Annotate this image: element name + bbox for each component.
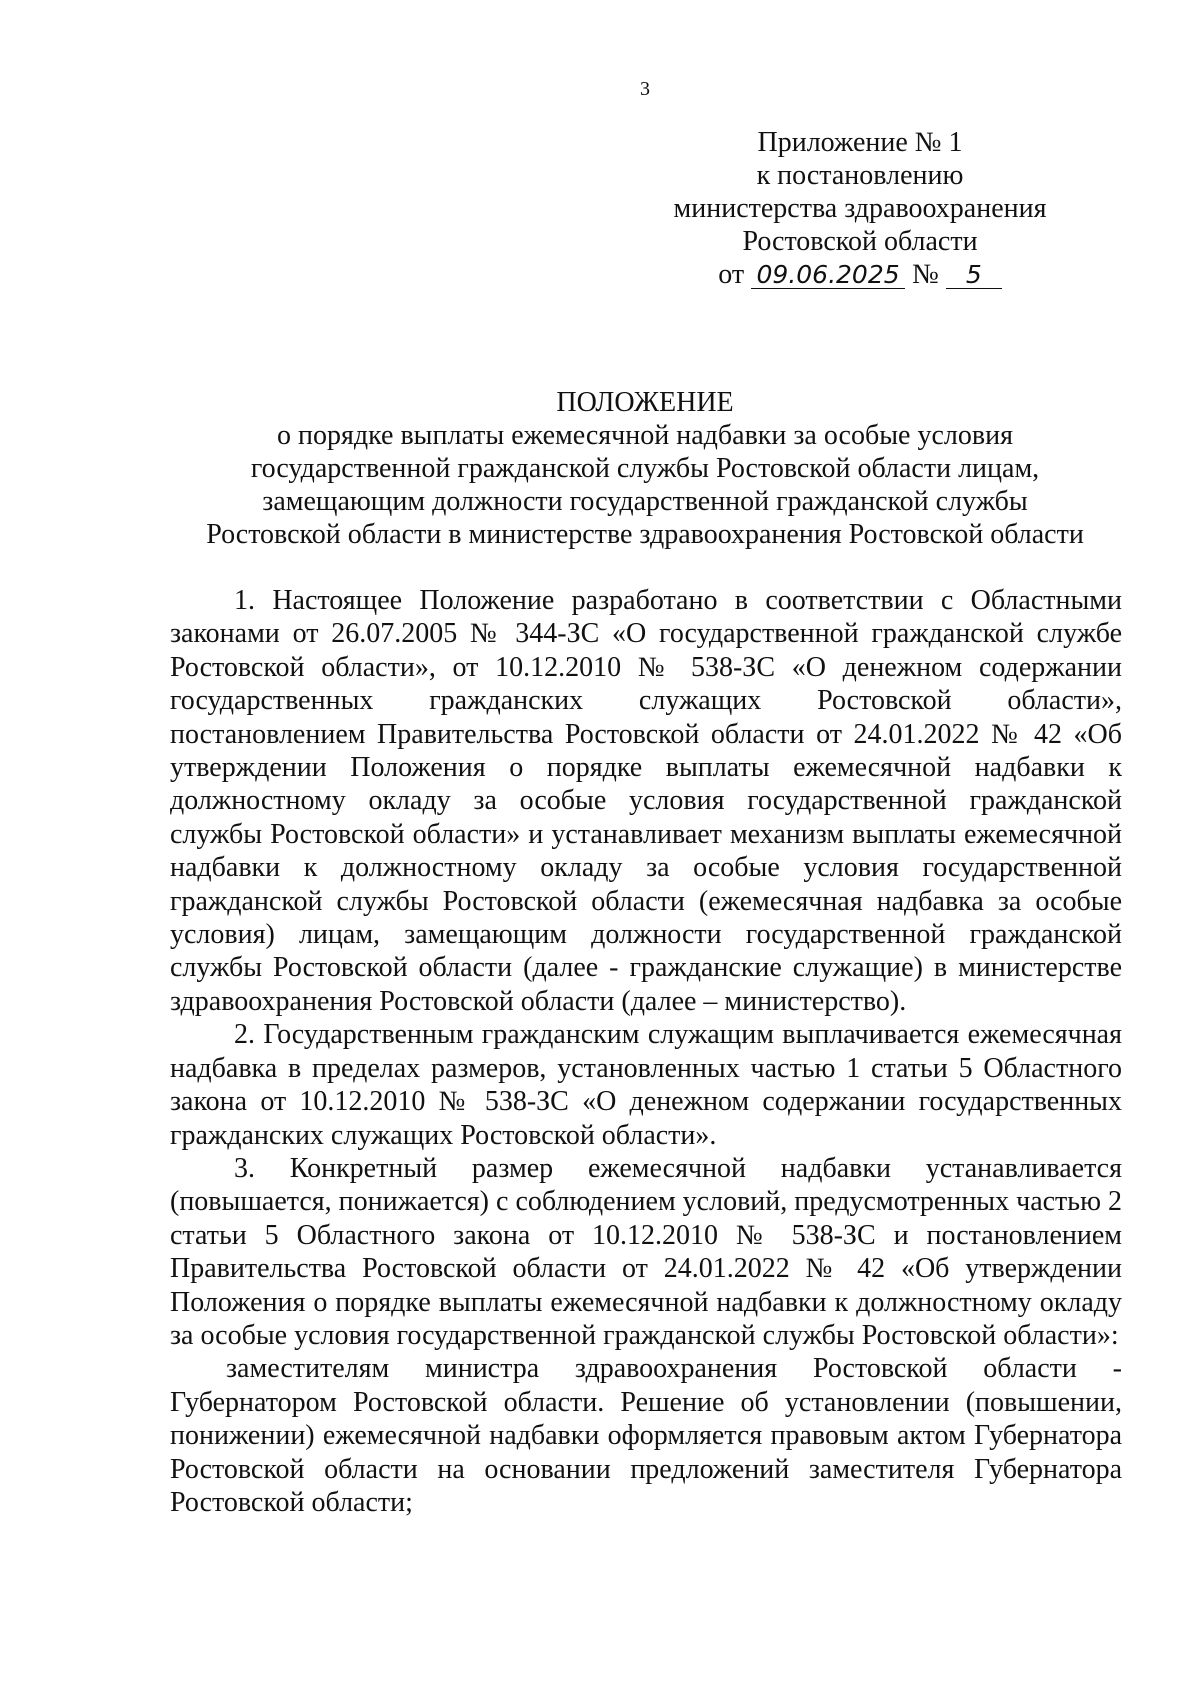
page-number: 3 <box>640 78 650 100</box>
appendix-date-line <box>640 258 1080 291</box>
paragraph-1: 1. Настоящее Положение разработано в соответствии с Областными законами от 26.07.2005 № 344-ЗС «О государственной гражданской службе Ростовской области», от 10.12.2010 № 538-ЗС «О денежном содержании государственных гражданских служащих Ростовской области», постановлением Правительства Ростовской области от 24.01.2022 № 42 «Об утверждении Положения о порядке выплаты ежемесячной надбавки к должностному окладу за особые условия государственной гражданской службы Ростовской области» и устанавливает механизм выплаты ежемесячной надбавки к должностному окладу за особые условия государственной гражданской службы Ростовской области (ежемесячная надбавка за особые условия) лицам, замещающим должности государственной гражданской службы Ростовской области (далее - гражданские служащие) в министерстве здравоохранения Ростовской области (далее – министерство). <box>170 585 1122 1017</box>
from-label: от <box>718 259 745 290</box>
document-body <box>170 584 1122 1519</box>
appendix-line-3: министерства здравоохранения <box>673 193 1047 224</box>
handwritten-date: 09.06.2025 <box>751 262 905 289</box>
paragraph-4: заместителям министра здравоохранения Ростовской области - Губернатором Ростовской области. Решение об установлении (повышении, понижении) ежемесячной надбавки оформляется правовым актом Губернатора Ростовской области на основании предложений заместителя Губернатора Ростовской области; <box>170 1353 1122 1518</box>
title-heading: ПОЛОЖЕНИЕ <box>556 387 734 418</box>
number-label: № <box>912 259 939 290</box>
appendix-line-4: Ростовской области <box>742 226 978 257</box>
title-line-4: Ростовской области в министерстве здравоохранения Ростовской области <box>206 519 1084 550</box>
title-line-2: государственной гражданской службы Ростовской области лицам, <box>250 453 1040 484</box>
handwritten-number: 5 <box>946 262 1002 289</box>
paragraph-2: 2. Государственным гражданским служащим выплачивается ежемесячная надбавка в пределах размеров, установленных частью 1 статьи 5 Областного закона от 10.12.2010 № 538-ЗС «О денежном содержании государственных гражданских служащих Ростовской области». <box>170 1019 1122 1151</box>
document-title <box>170 386 1120 551</box>
paragraph-3: 3. Конкретный размер ежемесячной надбавки устанавливается (повышается, понижается) с соблюдением условий, предусмотренных частью 2 статьи 5 Областного закона от 10.12.2010 № 538-ЗС и постановлением Правительства Ростовской области от 24.01.2022 № 42 «Об утверждении Положения о порядке выплаты ежемесячной надбавки к должностному окладу за особые условия государственной гражданской службы Ростовской области»: <box>170 1152 1122 1351</box>
title-line-1: о порядке выплаты ежемесячной надбавки за особые условия <box>277 420 1013 451</box>
title-line-3: замещающим должности государственной гражданской службы <box>262 486 1028 517</box>
appendix-line-1: Приложение № 1 <box>757 127 963 158</box>
appendix-line-2: к постановлению <box>756 160 964 191</box>
appendix-header <box>640 126 1080 291</box>
